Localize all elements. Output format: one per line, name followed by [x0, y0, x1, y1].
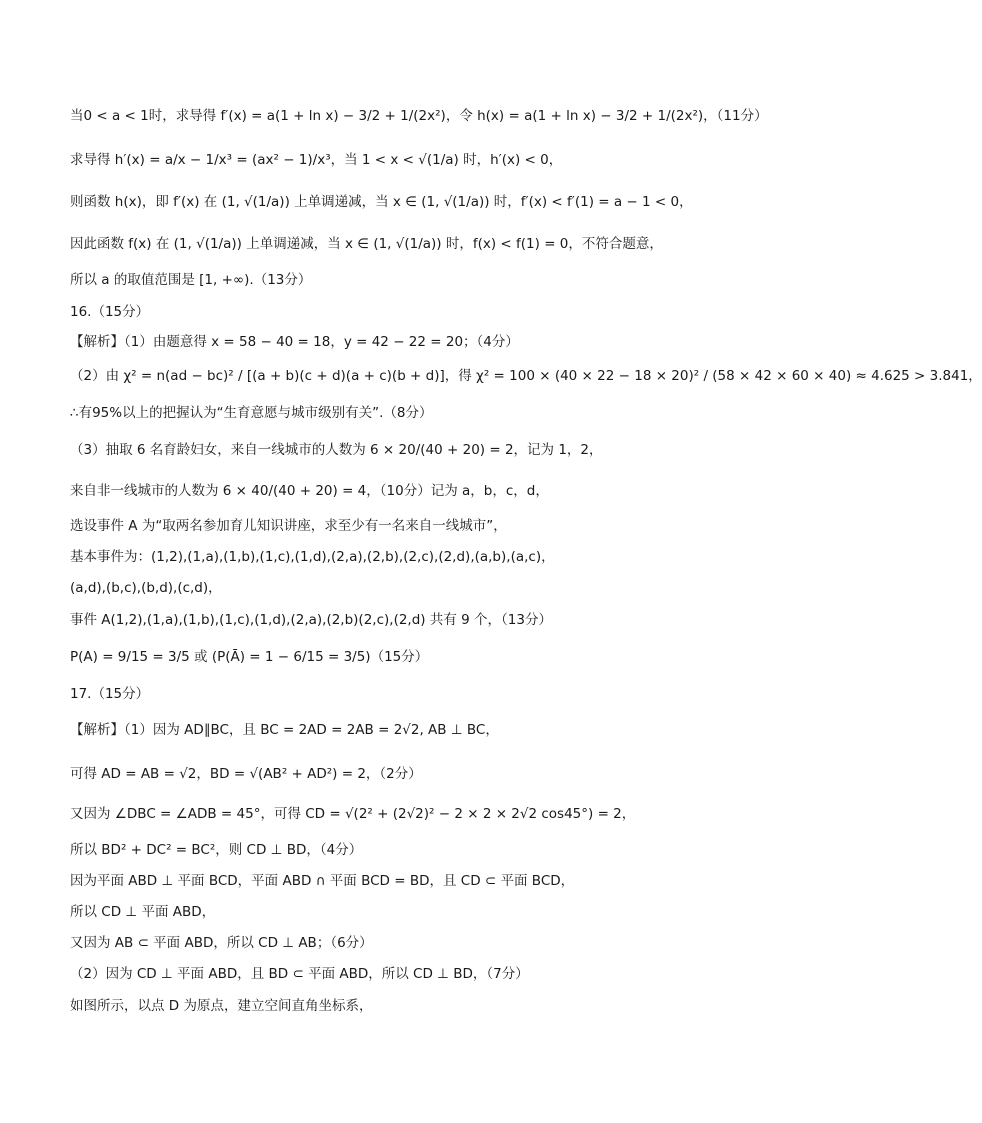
text-line: 16.（15分） [70, 304, 150, 320]
text-line: 又因为 AB ⊂ 平面 ABD，所以 CD ⊥ AB；（6分） [70, 935, 373, 951]
text-line: 基本事件为：(1,2),(1,a),(1,b),(1,c),(1,d),(2,a),(2,b),(2,c),(2,d),(a,b),(a,c)， [70, 549, 555, 565]
text-line: 事件 A(1,2),(1,a),(1,b),(1,c),(1,d),(2,a),(2,b)(2,c),(2,d) 共有 9 个，（13分） [70, 612, 552, 628]
text-line: 所以 BD² + DC² = BC²，则 CD ⊥ BD，（4分） [70, 842, 363, 858]
text-line: 【解析】（1）因为 AD∥BC，且 BC = 2AD = 2AB = 2√2, AB ⊥ BC， [70, 722, 499, 738]
text-line: ∴有95%以上的把握认为“生育意愿与城市级别有关”.（8分） [70, 405, 433, 421]
text-line: 选设事件 A 为“取两名参加育儿知识讲座，求至少有一名来自一线城市”， [70, 518, 507, 534]
text-line: 则函数 h(x)，即 f′(x) 在 (1, √(1/a)) 上单调递减，当 x ∈ (1, √(1/a)) 时，f′(x) < f′(1) = a − 1 < 0， [70, 194, 693, 210]
text-line: （2）因为 CD ⊥ 平面 ABD，且 BD ⊂ 平面 ABD，所以 CD ⊥ BD，（7分） [70, 966, 529, 982]
text-line: （3）抽取 6 名育龄妇女，来自一线城市的人数为 6 × 20/(40 + 20) = 2，记为 1，2， [70, 442, 603, 458]
text-line: P(A) = 9/15 = 3/5 或 (P(Ā) = 1 − 6/15 = 3/5)（15分） [70, 649, 429, 665]
text-line: 可得 AD = AB = √2，BD = √(AB² + AD²) = 2，（2分） [70, 766, 422, 782]
text-line: 当0 < a < 1时，求导得 f′(x) = a(1 + ln x) − 3/2 + 1/(2x²)，令 h(x) = a(1 + ln x) − 3/2 + 1/(2x²)，（11分） [70, 108, 768, 124]
text-line: （2）由 χ² = n(ad − bc)² / [(a + b)(c + d)(a + c)(b + d)]，得 χ² = 100 × (40 × 22 − 18 × 20)² / (58 × 42 × 60 × 40) ≈ 4.625 > 3.841， [70, 368, 982, 384]
text-line: 17.（15分） [70, 686, 150, 702]
text-line: 求导得 h′(x) = a/x − 1/x³ = (ax² − 1)/x³，当 1 < x < √(1/a) 时，h′(x) < 0， [70, 152, 563, 168]
text-line: 因此函数 f(x) 在 (1, √(1/a)) 上单调递减，当 x ∈ (1, √(1/a)) 时，f(x) < f(1) = 0，不符合题意， [70, 236, 663, 252]
text-line: 如图所示，以点 D 为原点，建立空间直角坐标系， [70, 998, 373, 1014]
text-line: (a,d),(b,c),(b,d),(c,d)， [70, 580, 222, 596]
text-line: 来自非一线城市的人数为 6 × 40/(40 + 20) = 4，（10分）记为 a，b，c，d， [70, 483, 549, 499]
text-line: 所以 a 的取值范围是 [1, +∞).（13分） [70, 272, 312, 288]
text-line: 所以 CD ⊥ 平面 ABD， [70, 904, 216, 920]
text-line: 因为平面 ABD ⊥ 平面 BCD，平面 ABD ∩ 平面 BCD = BD，且 CD ⊂ 平面 BCD， [70, 873, 575, 889]
text-line: 又因为 ∠DBC = ∠ADB = 45°，可得 CD = √(2² + (2√2)² − 2 × 2 × 2√2 cos45°) = 2， [70, 806, 636, 822]
text-line: 【解析】（1）由题意得 x = 58 − 40 = 18，y = 42 − 22 = 20；（4分） [70, 334, 519, 350]
